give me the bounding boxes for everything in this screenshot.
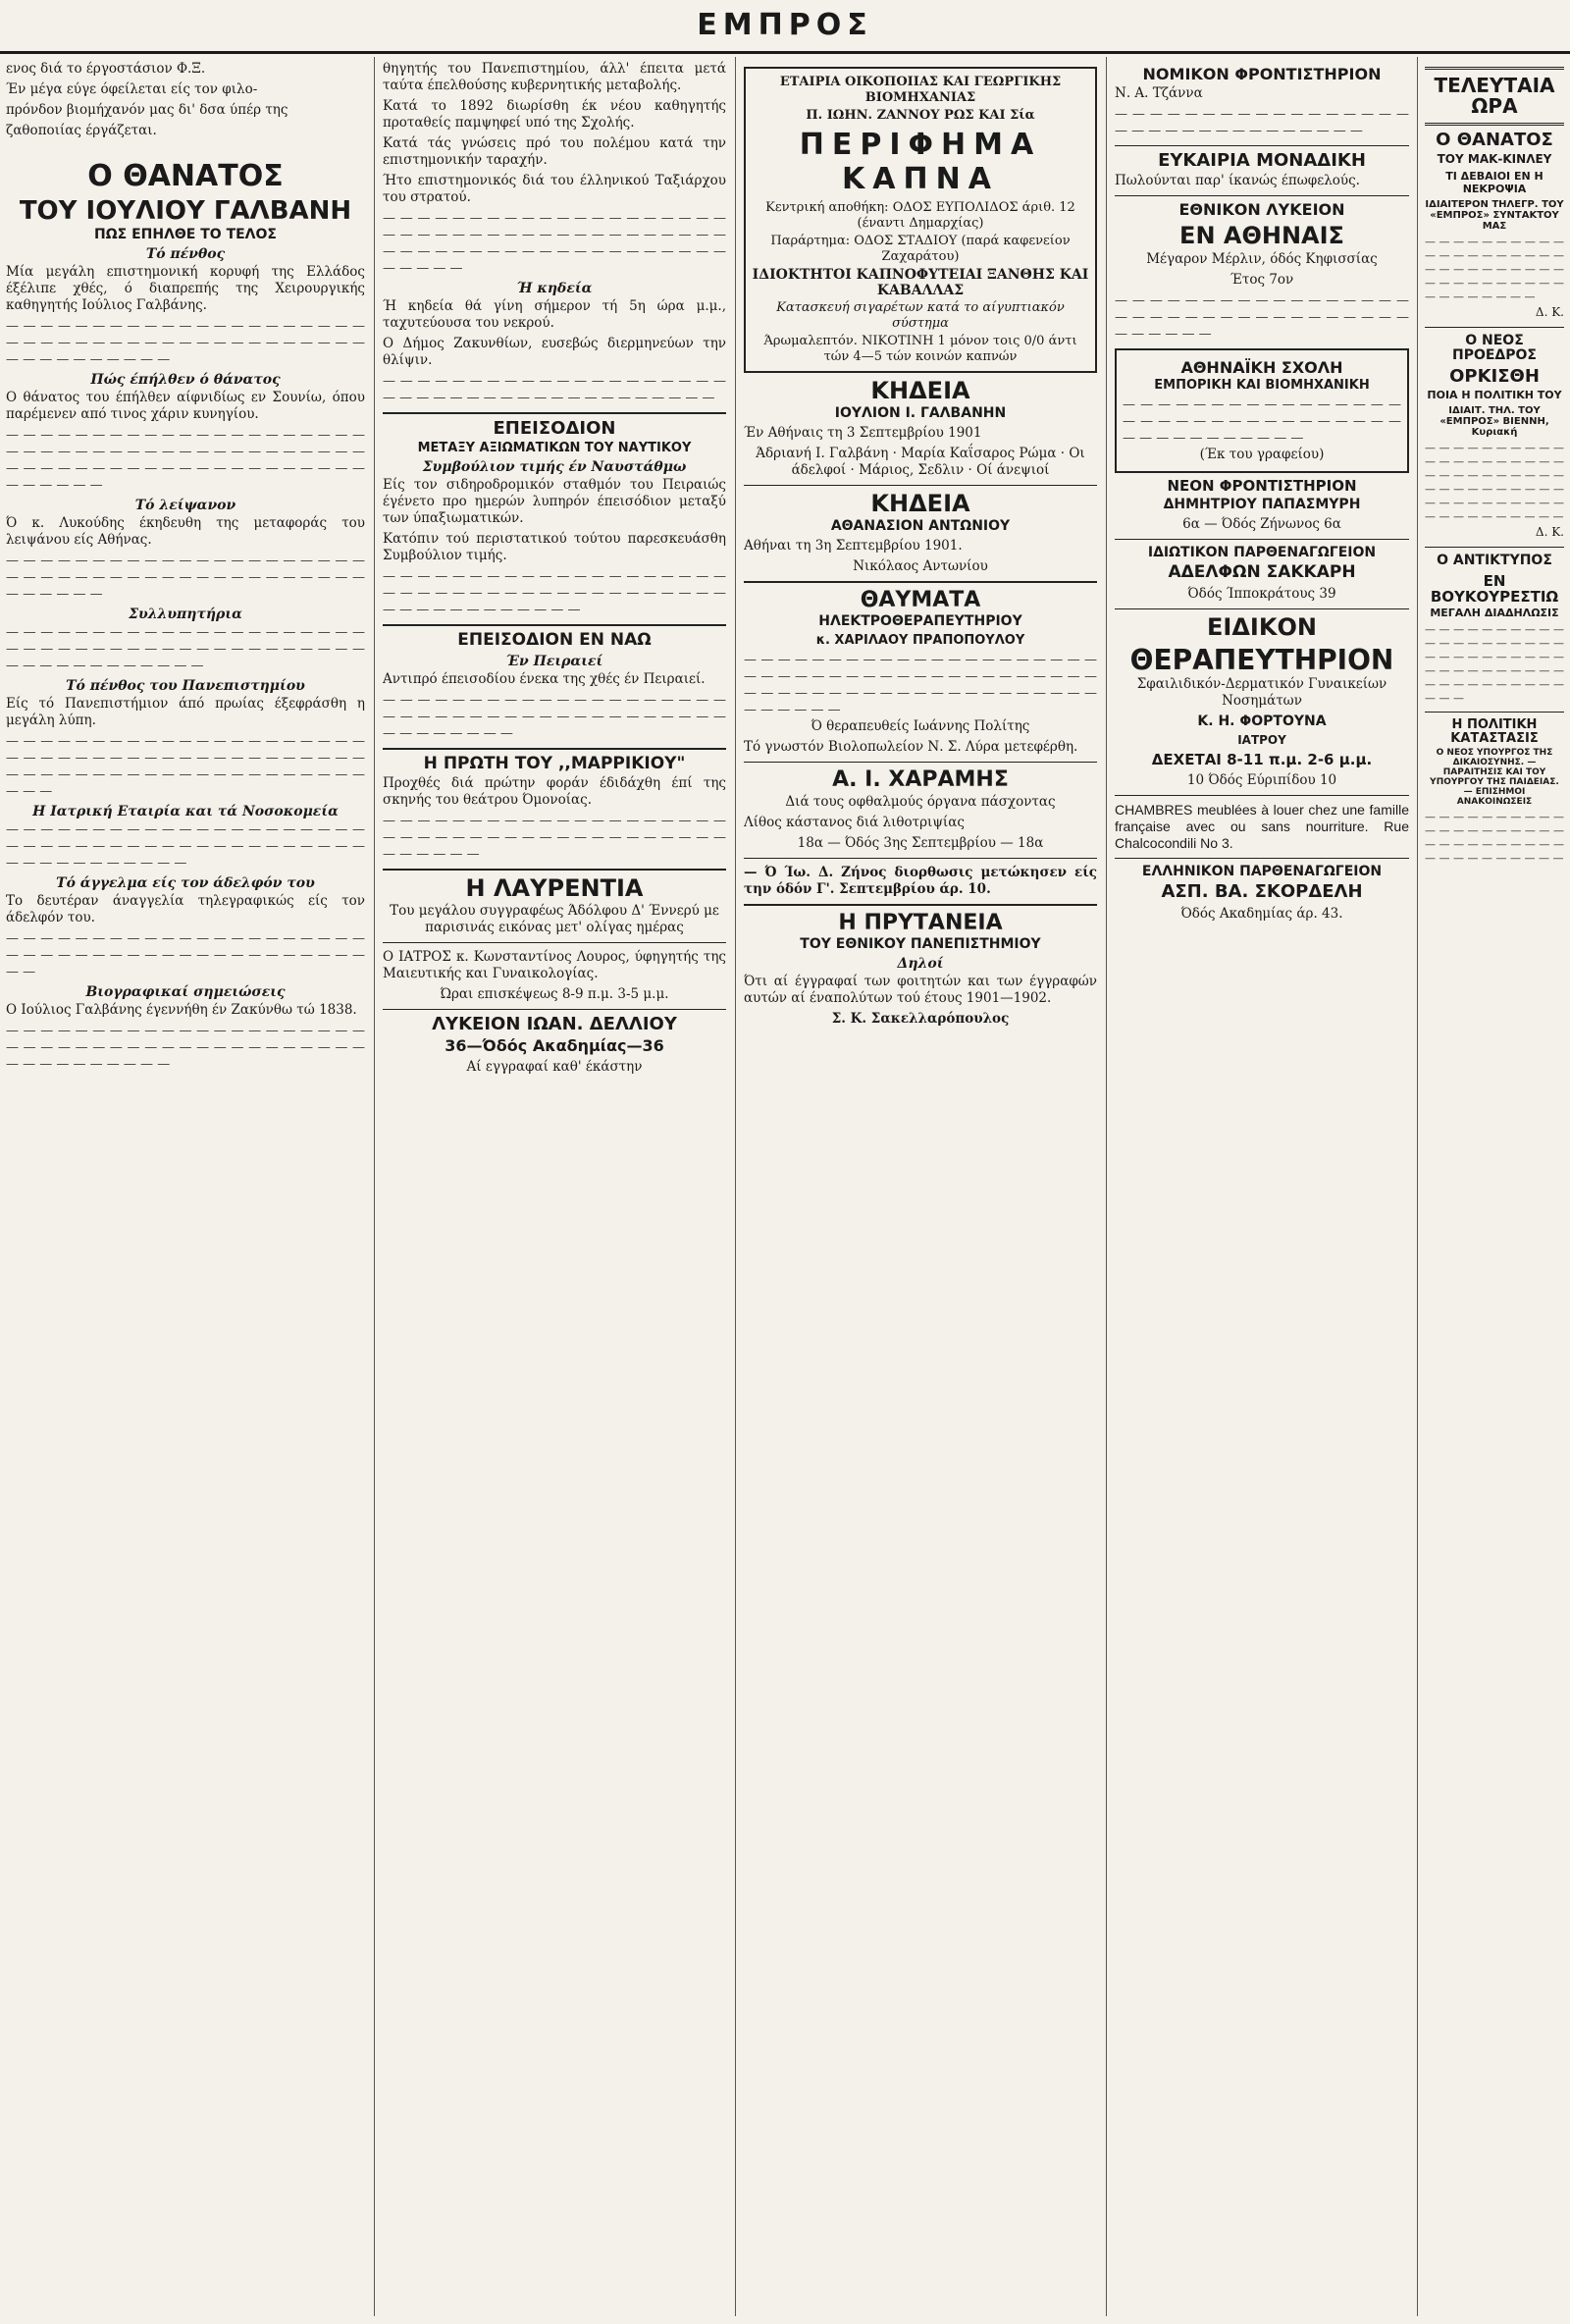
article-text: πρόνδον βιομήχανόν μας δι' δσα ύπέρ της — [6, 102, 288, 118]
ad-title: Η ΠΡΥΤΑΝΕΙΑ — [838, 910, 1003, 935]
divider — [744, 581, 1097, 583]
section-heading: Βιογραφικαί σημειώσεις — [85, 983, 286, 1000]
notice-title: ΚΗΔΕΙΑ — [870, 490, 970, 518]
article-text-filler: — — — — — — — — — — — — — — — — — — — — — — — — — — — — — — — — — — — — — — — — — [383, 374, 726, 405]
notice-text: Άδριανή Ι. Γαλβάνη · Μαρία Καΐσαρος Ρώμα · Οι άδελφοί · Μάριος, Σεδλιν · Οί άνεψιοί — [756, 446, 1085, 479]
notice-text: Αθήναι τη 3η Σεπτεμβρίου 1901. — [744, 538, 963, 555]
ad-title: ΝΟΜΙΚΟΝ ΦΡΟΝΤΙΣΤΗΡΙΟΝ — [1142, 65, 1382, 83]
ad-text: Π. ΙΩΗΝ. ΖΑΝΝΟΥ ΡΩΣ ΚΑΙ Σία — [806, 108, 1035, 123]
masthead-rule — [0, 51, 1570, 54]
section-heading: Ή κηδεία — [516, 281, 593, 296]
ad-box-school — [1115, 348, 1409, 474]
ad-subtitle: ΔΕΧΕΤΑΙ 8-11 π.μ. 2-6 μ.μ. — [1151, 751, 1373, 769]
ad-title: ΕΝ ΑΘΗΝΑΙΣ — [1179, 222, 1344, 250]
divider — [1425, 547, 1564, 548]
article-text: Κατά τάς γνώσεις πρό του πολέμου κατά την επιστημονικήν ταραχήν. — [383, 135, 726, 168]
article-text-filler: — — — — — — — — — — — — — — — — — — — — — — — — — — — — — — — — — — — — — — — — — — — — — — — — — [383, 692, 726, 741]
ad-text: ΕΤΑΙΡΙΑ ΟΙΚΟΠΟΙΙΑΣ ΚΑΙ ΓΕΩΡΓΙΚΗΣ ΒΙΟΜΗΧΑΝΙΑΣ — [779, 75, 1062, 105]
article-text: θηγητής του Πανεπιστημίου, άλλ' έπειτα μετά ταύτα έπελθούσης κυβερνητικής μεταβολής. — [383, 61, 726, 93]
notice-text: Νικόλαος Αντωνίου — [853, 558, 988, 575]
divider — [1115, 145, 1409, 146]
ad-text: Ν. Α. Τζάννα — [1115, 84, 1203, 101]
section-heading: Πώς έπήλθεν ό θάνατος — [90, 371, 281, 388]
ad-text: Έτος 7ον — [1230, 271, 1294, 288]
ad-text: Κεντρική αποθήκη: ΟΔΟΣ ΕΥΠΟΛΙΔΟΣ άριθ. 12 (έναντι Δημαρχίας) — [765, 200, 1075, 231]
section-heading: Συλλυπητήρια — [129, 606, 242, 622]
article-text: Έν μέγα εύγε όφείλεται είς τον φιλο- — [6, 81, 258, 97]
article-text: Είς τό Πανεπιστήμιον άπό πρωίας έξεφράσθη η μεγάλη λύπη. — [6, 695, 365, 728]
column-2 — [383, 61, 726, 2316]
section-heading: Τό πένθος — [145, 245, 226, 262]
ad-text: Λίθος κάστανος διά λιθοτριψίας — [744, 814, 965, 830]
column-rule — [1106, 57, 1107, 2316]
ad-text: Σφαιλιδικόν-Δερματικόν Γυναικείων Νοσημάτων — [1136, 676, 1387, 710]
article-text-filler: — — — — — — — — — — — — — — — — — — — — — — — — — — — — — — — — — — — — — — — — — — — — — — — — — — — — — — — — — — — — — — — — — — [383, 211, 726, 276]
ad-subtitle: Κ. Η. ΦΟΡΤΟΥΝΑ — [1197, 713, 1327, 730]
divider — [1115, 608, 1409, 609]
ad-subtitle: ΤΟΥ ΕΘΝΙΚΟΥ ΠΑΝΕΠΙΣΤΗΜΙΟΥ — [800, 935, 1041, 952]
ad-subtitle: ΕΜΠΟΡΙΚΗ ΚΑΙ ΒΙΟΜΗΧΑΝΙΚΗ — [1154, 378, 1370, 394]
ad-text: Τό γνωστόν Βιολοπωλείον Ν. Σ. Λύρα μετεφέρθη. — [744, 739, 1078, 756]
divider — [744, 485, 1097, 486]
article-text-filler: — — — — — — — — — — — — — — — — — — — — — — — — — — — — — — — — — — — — — — — — — [1115, 292, 1409, 342]
article-text-filler: — — — — — — — — — — — — — — — — — — — — — — — — — — — — — — — — — — — — — — — — — — — — — — — — — — — — — — — — — — — — — — — — — — — — — — [6, 427, 365, 493]
headline: ΤΟΥ ΙΟΥΛΙΟΥ ΓΑΛΒΑΝΗ — [19, 195, 352, 226]
ad-text: CHAMBRES meublées à louer chez une famille française avec ou sans nourriture. Rue Chalcocondili No 3. — [1115, 802, 1409, 852]
article-text-filler: — — — — — — — — — — — — — — — — — — — — — — — — — — — — — — — — — — — — — — — — — — — — — — — — — — — — — — — — — — — — — [1425, 442, 1564, 524]
divider — [383, 624, 726, 626]
ad-subtitle: ΗΛΕΚΤΡΟΘΕΡΑΠΕΥΤΗΡΙΟΥ — [818, 613, 1022, 630]
divider — [383, 942, 726, 943]
article-text-filler: — — — — — — — — — — — — — — — — — — — — — — — — — — — — — — — — — [1115, 106, 1409, 138]
ad-title: ΕΛΛΗΝΙΚΟΝ ΠΑΡΘΕΝΑΓΩΓΕΙΟΝ — [1141, 864, 1383, 880]
column-1 — [6, 61, 365, 2316]
headline: ΕΠΕΙΣΟΔΙΟΝ — [493, 418, 616, 439]
ad-subtitle: ΙΑΤΡΟΥ — [1237, 733, 1286, 748]
headline: Ο ΘΑΝΑΤΟΣ — [1436, 130, 1553, 150]
ad-text: Μέγαρον Μέρλιν, όδός Κηφισσίας — [1146, 250, 1378, 267]
article-text: Αντιπρό έπεισοδίου ένεκα της χθές έν Πειραιεί. — [383, 670, 706, 687]
article-text-filler: — — — — — — — — — — — — — — — — — — — — — — — — — — — — — — — — — — — — — — — — — — — — — — — [383, 813, 726, 862]
article-text-filler: — — — — — — — — — — — — — — — — — — — — — — — — — — — — — — — — — — — — — — — — — — — — — — — — — — — — — [6, 1023, 365, 1072]
column-rule — [374, 57, 375, 2316]
article-text-filler: — — — — — — — — — — — — — — — — — — — — — — — — — — — — — — — — — — — — — — — — — — — — — — — — — — — — — — — — — — — — — — — — — — — [6, 733, 365, 799]
ad-text: Ο ΙΑΤΡΟΣ κ. Κωνσταντίνος Λουρος, ύφηγητής της Μαιευτικής και Γυναικολογίας. — [383, 948, 726, 981]
article-text-filler: — — — — — — — — — — — — — — — — — — — — — — — — — — — — — — — — — — — — — — — — — — — — — [6, 930, 365, 979]
divider — [744, 762, 1097, 763]
column-3 — [744, 61, 1097, 2316]
notice-text: Έν Αθήναις τη 3 Σεπτεμβρίου 1901 — [744, 425, 982, 442]
article-text: Ο Δήμος Ζακυνθίων, ευσεβώς διερμηνεύων την θλίψιν. — [383, 336, 726, 368]
notice-name: ΑΘΑΝΑΣΙΟΝ ΑΝΤΩΝΙΟΥ — [830, 518, 1011, 535]
divider — [1115, 795, 1409, 796]
subheadline: ΙΔΙΑΙΤΕΡΟΝ ΤΗΛΕΓΡ. ΤΟΥ «ΕΜΠΡΟΣ» ΣΥΝΤΑΚΤΟΥ ΜΑΣ — [1425, 198, 1564, 232]
section-heading: Τό πένθος του Πανεπιστημίου — [66, 677, 305, 694]
ad-subtitle: 36—Όδός Ακαδημίας—36 — [445, 1035, 664, 1055]
ad-subtitle: ΔΗΜΗΤΡΙΟΥ ΠΑΠΑΣΜΥΡΗ — [1163, 497, 1361, 513]
ad-text: Άρωμαλεπτόν. ΝΙΚΟΤΙΝΗ 1 μόνον τοις 0/0 άντι τών 4—5 τών κοινών καπνών — [763, 334, 1077, 364]
notice-name: ΙΟΥΛΙΟΝ Ι. ΓΑΛΒΑΝΗΝ — [834, 405, 1007, 422]
ad-subtitle: ΑΔΕΛΦΩΝ ΣΑΚΚΑΡΗ — [1168, 561, 1356, 582]
ad-box-kapna — [744, 67, 1097, 373]
ad-title: ΙΔΙΩΤΙΚΟΝ ΠΑΡΘΕΝΑΓΩΓΕΙΟΝ — [1147, 545, 1377, 561]
article-text: ζαθοποιίας έργάζεται. — [6, 123, 157, 138]
subheadline: ΠΟΙΑ Η ΠΟΛΙΤΙΚΗ ΤΟΥ — [1427, 389, 1562, 402]
headline: ΟΡΚΙΣΘΗ — [1449, 366, 1540, 388]
byline: Δ. Κ. — [1535, 304, 1564, 319]
notice-title: ΚΗΔΕΙΑ — [870, 377, 970, 404]
section-heading: Συμβούλιον τιμής έν Ναυστάθμω — [422, 458, 687, 475]
ad-title: ΕΙΔΙΚΟΝ — [1207, 612, 1317, 641]
ad-text: Παράρτημα: ΟΔΟΣ ΣΤΑΔΙΟΥ (παρά καφενείον Ζαχαράτου) — [770, 234, 1071, 264]
column-rule — [735, 57, 736, 2316]
section-heading: Η Ιατρική Εταιρία και τά Νοσοκομεία — [32, 803, 339, 819]
headline: Η ΛΑΥΡΕΝΤΙΑ — [465, 873, 644, 902]
ad-text: Όδός Ίπποκράτους 39 — [1187, 585, 1336, 602]
headline: ΕΝ ΒΟΥΚΟΥΡΕΣΤΙΩ — [1430, 571, 1559, 606]
article-text: Του μεγάλου συγγραφέως Άδόλφου Δ' Έννερύ με παρισινάς εικόνας μετ' ολίγας ημέρας — [390, 902, 719, 935]
divider — [1425, 712, 1564, 713]
ad-title: ΝΕΟΝ ΦΡΟΝΤΙΣΤΗΡΙΟΝ — [1167, 477, 1357, 496]
article-text: Είς τον σιδηροδρομικόν σταθμόν του Πειραιώς έγένετο προ ημερών λυπηρόν έπεισόδιον μεταξύ των ύπαξιωματικών. — [383, 476, 726, 526]
column-5 — [1425, 61, 1564, 2316]
article-text-filler: — — — — — — — — — — — — — — — — — — — — — — — — — — — — — — — — — — — — — — — — — — — — — — — — — [6, 553, 365, 602]
masthead: ΕΜΠΡΟΣ — [697, 8, 873, 42]
ad-subtitle: ΑΣΠ. ΒΑ. ΣΚΟΡΔΕΛΗ — [1161, 881, 1363, 903]
divider — [1425, 327, 1564, 328]
ad-title: ΛΥΚΕΙΟΝ ΙΩΑΝ. ΔΕΛΛΙΟΥ — [432, 1013, 677, 1034]
ad-text: Διά τους οφθαλμούς όργανα πάσχοντας — [785, 793, 1056, 810]
ad-title: ΘΑΥΜΑΤΑ — [860, 588, 981, 613]
headline: Η ΠΟΛΙΤΙΚΗ ΚΑΤΑΣΤΑΣΙΣ — [1450, 717, 1539, 746]
section-heading: Τό λείψανον — [134, 497, 236, 513]
divider — [1115, 858, 1409, 859]
subheadline: ΠΩΣ ΕΠΗΛΘΕ ΤΟ ΤΕΛΟΣ — [94, 226, 277, 242]
ad-title: ΕΥΚΑΙΡΙΑ ΜΟΝΑΔΙΚΗ — [1158, 149, 1366, 171]
headline: ΕΠΕΙΣΟΔΙΟΝ ΕΝ ΝΑΩ — [457, 629, 652, 650]
article-text-filler: — — — — — — — — — — — — — — — — — — — — — — — — — — — — — — — — — — — — — — — — — — — — — — — — — [1425, 235, 1564, 303]
ad-title: ΘΕΡΑΠΕΥΤΗΡΙΟΝ — [1129, 644, 1394, 677]
article-text: Μία μεγάλη επιστημονική κορυφή της Ελλάδος έξέλιπε χθές, ό διαπρεπής της Χειρουργικής καθηγητής Ιούλιος Γαλβάνης. — [6, 263, 365, 313]
article-text-filler: — — — — — — — — — — — — — — — — — — — — — — — — — — — — — — — — — — — — — — — — — — — — — — — — — — — — — — [6, 821, 365, 871]
headline: Ο ΑΝΤΙΚΤΥΠΟΣ — [1437, 553, 1552, 569]
article-text-filler: — — — — — — — — — — — — — — — — — — — — — — — — — — — — — — — — — — — — — — — — — — — — — — — — — — — — — [6, 318, 365, 367]
divider — [383, 412, 726, 414]
article-text-filler: — — — — — — — — — — — — — — — — — — — — — — — — — — — — — — — — — — — — — — — — — — — — — — — — — — — — — [383, 568, 726, 617]
byline: Δ. Κ. — [1535, 525, 1564, 540]
article-text-filler: — — — — — — — — — — — — — — — — — — — — — — — — — — — — — — — — — — — — — — — — — — — — — — — — — — — — — — — — — — — — — — — — — — — — — — [744, 653, 1097, 718]
headline: Η ΠΡΩΤΗ ΤΟΥ ,,ΜΑΡΡΙΚΙΟΥ" — [423, 753, 686, 773]
divider — [1115, 539, 1409, 540]
ad-text: Κατασκευή σιγαρέτων κατά το αίγυπτιακόν σύστημα — [776, 300, 1065, 331]
subheadline: ΙΔΙΑΙΤ. ΤΗΛ. ΤΟΥ «ΕΜΠΡΟΣ» ΒΙΕΝΝΗ, Κυριακή — [1439, 405, 1549, 439]
ad-text: — Ό Ίω. Δ. Ζήνος διορθωσις μετώκησεν είς την όδόν Γ'. Σεπτεμβρίου άρ. 10. — [744, 864, 1097, 897]
subheadline: ΤΙ ΔΕΒΑΙΟΙ ΕΝ Η ΝΕΚΡΟΨΙΑ — [1445, 169, 1544, 195]
divider — [383, 748, 726, 750]
ad-title: ΠΕΡΙΦΗΜΑ ΚΑΠΝΑ — [799, 128, 1042, 196]
ad-subtitle: Δηλοί — [897, 955, 944, 972]
section-heading: Έν Πειραιεί — [505, 653, 603, 669]
section-heading: Τό άγγελμα είς τον άδελφόν του — [56, 874, 315, 891]
article-text: Το δευτέραν άναγγελία τηλεγραφικώς είς τον άδελφόν του. — [6, 892, 365, 925]
headline: Ο ΝΕΟΣ ΠΡΟΕΔΡΟΣ — [1451, 332, 1537, 363]
ad-text: ΙΔΙΟΚΤΗΤΟΙ ΚΑΠΝΟΦΥΤΕΙΑΙ ΞΑΝΘΗΣ ΚΑΙ ΚΑΒΑΛΛΑΣ — [752, 267, 1089, 298]
ad-text: Πωλούνται παρ' ίκανώς έπωφελούς. — [1115, 172, 1360, 188]
ad-text: Ότι αί έγγραφαί των φοιτητών και των έγγραφών αυτών αί έναπολύτων τού έτους 1901—1902. — [744, 973, 1097, 1006]
article-text-filler: — — — — — — — — — — — — — — — — — — — — — — — — — — — — — — — — — — — — — — — — — [1425, 810, 1564, 865]
divider — [744, 858, 1097, 859]
article-text: Προχθές διά πρώτην φοράν έδιδάχθη έπί της σκηνής του θεάτρου Όμονοίας. — [383, 774, 726, 808]
article-text: Ό κ. Λυκούδης έκηδευθη της μεταφοράς του λειψάνου είς Αθήνας. — [6, 514, 365, 548]
ad-text: 18α — Όδός 3ης Σεπτεμβρίου — 18α — [797, 834, 1044, 851]
article-text: Ο Ιούλιος Γαλβάνης έγεννήθη έν Ζακύνθω τώ 1838. — [6, 1001, 357, 1018]
article-text: Ήτο επιστημονικός διά του έλληνικού Ταξιάρχου του στρατού. — [383, 173, 726, 205]
headline: Ο ΘΑΝΑΤΟΣ — [87, 159, 284, 193]
divider — [744, 904, 1097, 906]
ad-subtitle: κ. ΧΑΡΙΛΑΟΥ ΠΡΑΠΟΠΟΥΛΟΥ — [815, 633, 1025, 649]
article-text: Κατά το 1892 διωρίσθη έκ νέου καθηγητής προταθείς παμψηφεί υπό της Σχολής. — [383, 98, 726, 131]
column-rule — [1417, 57, 1418, 2316]
article-text-filler: — — — — — — — — — — — — — — — — — — — — — — — — — — — — — — — — — — — — — — — — — — — — [1123, 397, 1401, 447]
article-text: ενος διά το έργοστάσιον Φ.Ξ. — [6, 61, 206, 77]
article-text: Ο θάνατος του έπήλθεν αίφνιδίως εν Σουνίω, όπου παρέμενεν από τινος χάριν κυνηγίου. — [6, 389, 365, 422]
article-text: Κατόπιν τού περιστατικού τούτου παρεσκευάσθη Συμβούλιον τιμής. — [383, 530, 726, 563]
divider — [383, 869, 726, 871]
article-text: Ή κηδεία θά γίνη σήμερον τή 5η ώρα μ.μ., ταχυτεύουσα του νεκρού. — [383, 298, 726, 331]
ad-text: (Έκ του γραφείου) — [1199, 447, 1325, 463]
ad-text: 6α — Όδός Ζήνωνος 6α — [1182, 516, 1341, 533]
subheadline: ΤΟΥ ΜΑΚ-ΚΙΝΛΕΥ — [1437, 151, 1552, 166]
divider — [1115, 195, 1409, 196]
ad-text: Ό θεραπευθείς Ιωάννης Πολίτης — [811, 718, 1030, 735]
ad-text: Όδός Ακαδημίας άρ. 43. — [1180, 906, 1343, 923]
section-banner: ΤΕΛΕΥΤΑΙΑ ΩΡΑ — [1425, 67, 1564, 126]
subheadline: ΜΕΓΑΛΗ ΔΙΑΔΗΛΩΣΙΣ — [1430, 607, 1559, 620]
column-4 — [1115, 61, 1409, 2316]
subheadline: ΜΕΤΑΞΥ ΑΞΙΩΜΑΤΙΚΩΝ ΤΟΥ ΝΑΥΤΙΚΟΥ — [417, 440, 692, 455]
ad-title: Α. Ι. ΧΑΡΑΜΗΣ — [832, 767, 1009, 793]
subheadline: Ο ΝΕΟΣ ΥΠΟΥΡΓΟΣ ΤΗΣ ΔΙΚΑΙΟΣΥΝΗΣ. — ΠΑΡΑΙΤΗΣΙΣ ΚΑΙ ΤΟΥ ΥΠΟΥΡΓΟΥ ΤΗΣ ΠΑΙΔΕΙΑΣ. — ΕΠΙΣΗΜΟΙ ΑΝΑΚΟΙΝΩΣΕΙΣ — [1430, 747, 1559, 807]
ad-title: ΕΘΝΙΚΟΝ ΛΥΚΕΙΟΝ — [1178, 199, 1345, 219]
ad-text: 10 Όδός Εύριπίδου 10 — [1186, 772, 1337, 789]
article-text-filler: — — — — — — — — — — — — — — — — — — — — — — — — — — — — — — — — — — — — — — — — — — — — — — — — — — — — — — [1425, 623, 1564, 706]
divider — [383, 1009, 726, 1010]
ad-text: Σ. Κ. Σακελλαρόπουλος — [831, 1010, 1010, 1027]
ad-text: Ώραι επισκέψεως 8-9 π.μ. 3-5 μ.μ. — [440, 985, 669, 1002]
ad-title: ΑΘΗΝΑΪΚΗ ΣΧΟΛΗ — [1180, 357, 1343, 377]
ad-text: Αί εγγραφαί καθ' έκάστην — [466, 1058, 643, 1075]
article-text-filler: — — — — — — — — — — — — — — — — — — — — — — — — — — — — — — — — — — — — — — — — — — — — — — — — — — — — — — — [6, 624, 365, 673]
